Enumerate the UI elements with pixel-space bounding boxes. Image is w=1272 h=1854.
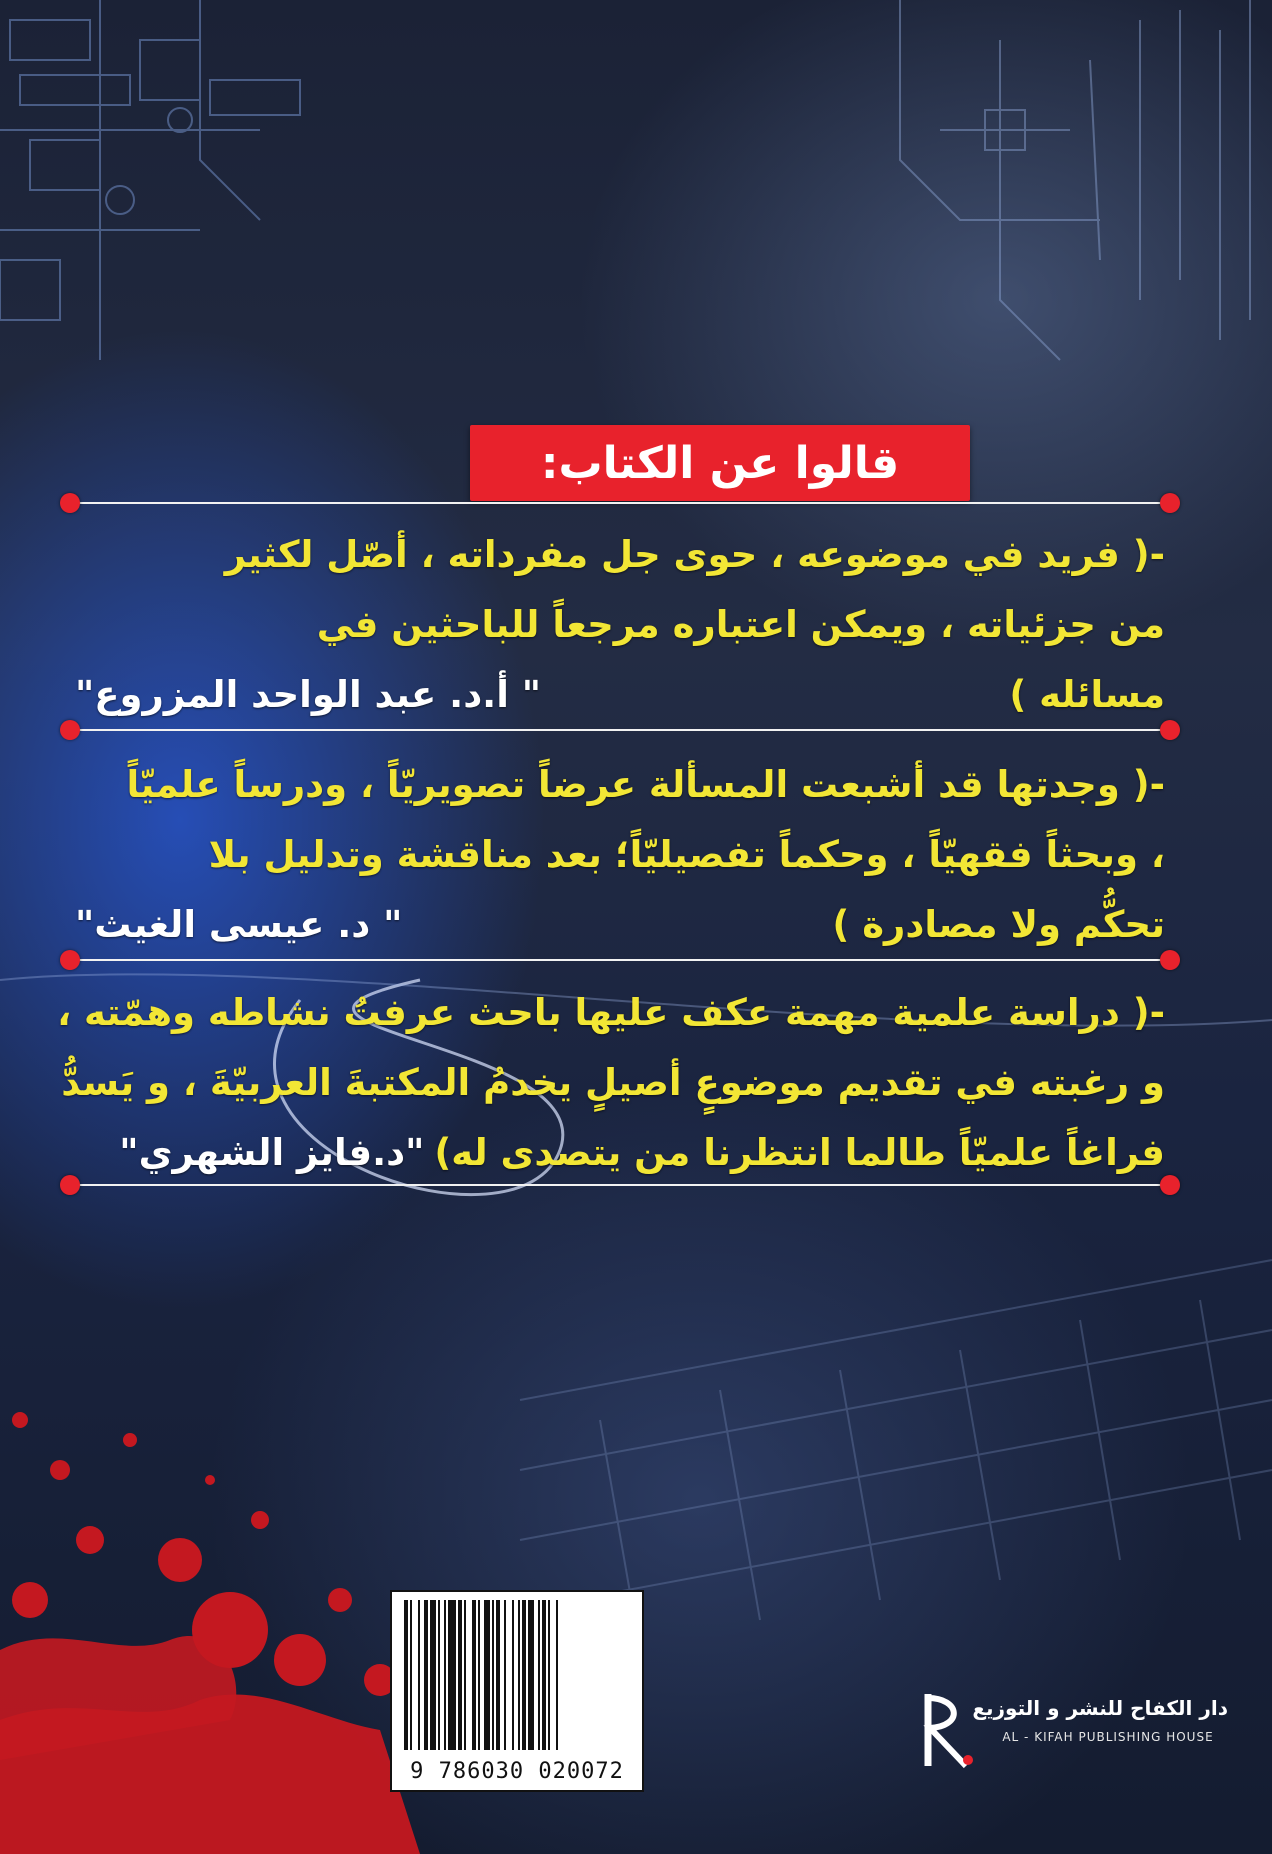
isbn-barcode bbox=[390, 1590, 644, 1792]
quote-line: ، وبحثاً فقهيّاً ، وحكماً تفصيليّاً؛ بعد مناقشة وتدليل بلا bbox=[208, 833, 1165, 876]
quote-author: " أ.د. عبد الواحد المزروع" bbox=[75, 673, 542, 716]
schematic-graphic bbox=[900, 0, 1250, 360]
quote-line: تحكُّم ولا مصادرة ) bbox=[832, 903, 1165, 946]
quote-line: مسائله ) bbox=[1009, 673, 1165, 716]
quote-line: -( فريد في موضوعه ، حوى جل مفرداته ، أصّل لكثير bbox=[224, 533, 1165, 576]
divider-dot bbox=[1160, 950, 1180, 970]
blood-splatter bbox=[0, 1412, 420, 1854]
divider-dot bbox=[60, 950, 80, 970]
barcode-bars bbox=[402, 1600, 632, 1750]
testimonial-quote bbox=[75, 750, 1165, 960]
section-heading: قالوا عن الكتاب: bbox=[540, 437, 900, 489]
divider-dot bbox=[1160, 1175, 1180, 1195]
quote-line: و رغبته في تقديم موضوعٍ أصيلٍ يخدمُ المكتبةَ العربيّةَ ، و يَسدُّ bbox=[61, 1061, 1165, 1104]
divider bbox=[60, 1170, 1180, 1200]
publisher-name-english: AL - KIFAH PUBLISHING HOUSE bbox=[1002, 1730, 1214, 1744]
divider-dot bbox=[60, 493, 80, 513]
quote-line: -( وجدتها قد أشبعت المسألة عرضاً تصويريّاً ، ودرساً علميّاً bbox=[126, 763, 1165, 806]
isbn-number: 9 786030 020072 bbox=[410, 1759, 624, 1784]
quote-line: -( دراسة علمية مهمة عكف عليها باحث عرفتُ نشاطه وهمّته ، bbox=[57, 991, 1165, 1034]
testimonial-quote bbox=[75, 520, 1165, 730]
testimonial-quote bbox=[57, 978, 1165, 1188]
publisher-logo-icon bbox=[920, 1690, 980, 1770]
divider bbox=[60, 715, 1180, 745]
divider bbox=[60, 488, 1180, 518]
quote-author: "د.فايز الشهري" bbox=[119, 1131, 425, 1174]
divider-dot bbox=[60, 720, 80, 740]
circuit-board-graphic bbox=[0, 0, 300, 360]
publisher-name-arabic: دار الكفاح للنشر و التوزيع bbox=[972, 1696, 1228, 1720]
divider bbox=[60, 945, 1180, 975]
divider-dot bbox=[1160, 720, 1180, 740]
quote-line: من جزئياته ، ويمكن اعتباره مرجعاً للباحثين في bbox=[316, 603, 1165, 646]
quote-author: " د. عيسى الغيث" bbox=[75, 903, 403, 946]
publisher-block bbox=[920, 1690, 1240, 1770]
divider-dot bbox=[1160, 493, 1180, 513]
divider-dot bbox=[60, 1175, 80, 1195]
quote-line: فراغاً علميّاً طالما انتظرنا من يتصدى له) bbox=[434, 1131, 1165, 1174]
